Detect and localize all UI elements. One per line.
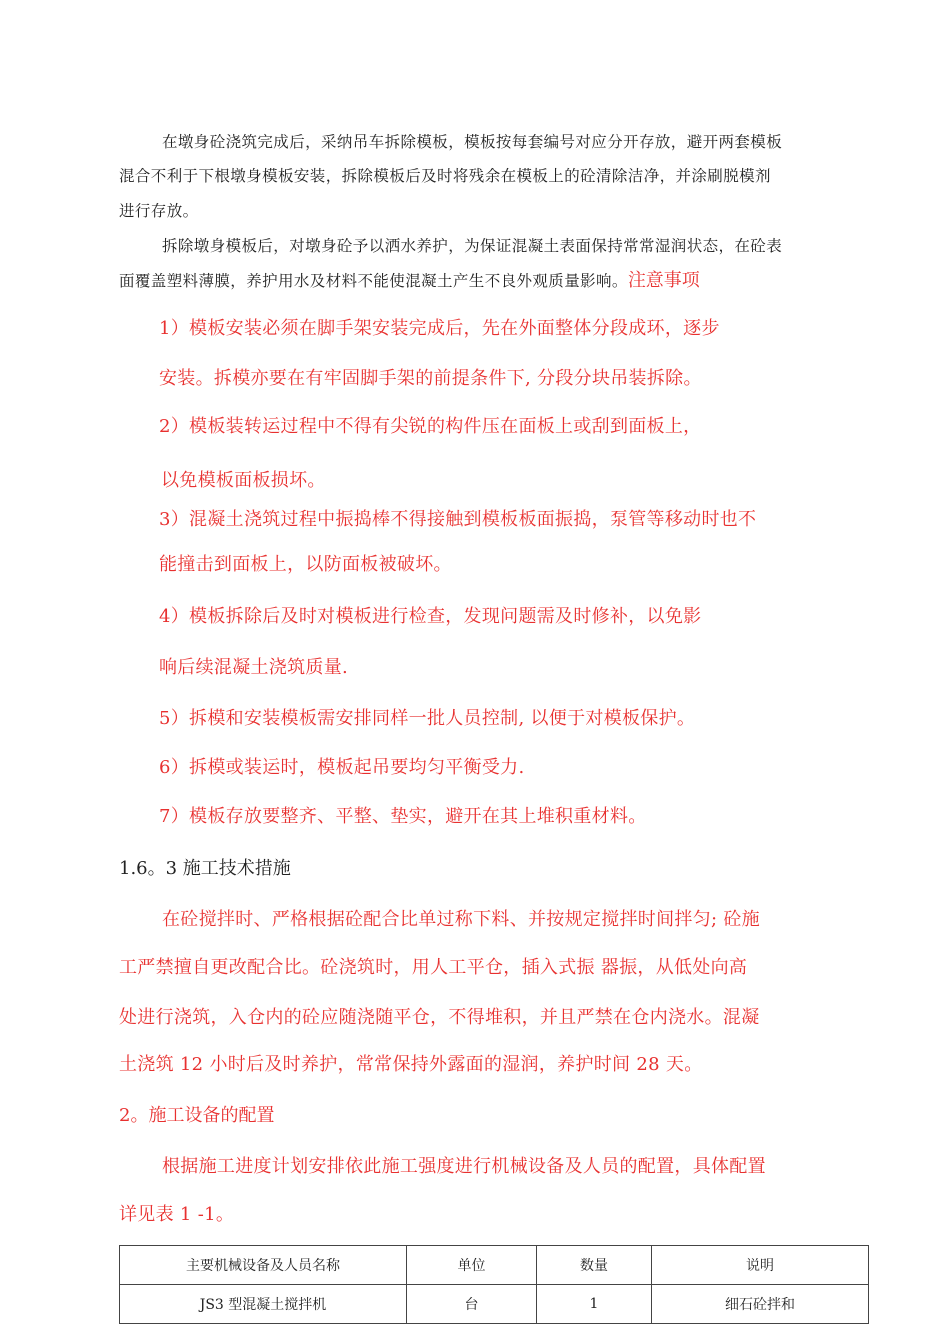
notes-heading: 注意事项: [627, 270, 700, 291]
note-3-line-2: 能撞击到面板上，以防面板被破坏。: [159, 554, 452, 575]
table-header-row: [120, 1246, 869, 1285]
section-163-title: 1.6。3 施工技术措施: [119, 858, 291, 879]
intro-p2-line-1: 拆除墩身模板后，对墩身砼予以洒水养护，为保证混凝土表面保持常常湿润状态，在砼表: [162, 237, 783, 255]
intro-p1-line-2: 混合不利于下根墩身模板安装，拆除模板后及时将残余在模板上的砼清除洁净，并涂刷脱模剂: [119, 167, 771, 185]
intro-p2-text: 面覆盖塑料薄膜，养护用水及材料不能使混凝土产生不良外观质量影响。: [119, 272, 628, 290]
note-2-line-2: 以免模板面板损坏。: [161, 470, 326, 491]
table-cell: JS3 型混凝土搅拌机: [120, 1285, 407, 1324]
note-4-line-1: 4）模板拆除后及时对模板进行检查，发现问题需及时修补，以免影: [159, 606, 702, 627]
table-header-cell: 单位: [407, 1246, 537, 1285]
table-header-cell: 主要机械设备及人员名称: [120, 1246, 407, 1285]
table-cell: 细石砼拌和: [652, 1285, 869, 1324]
note-2-line-1: 2）模板装转运过程中不得有尖锐的构件压在面板上或刮到面板上，: [159, 416, 702, 437]
table-cell: 台: [407, 1285, 537, 1324]
section-163-line-2: 工严禁擅自更改配合比。砼浇筑时，用人工平仓，插入式振 器振，从低处向高: [119, 957, 748, 978]
section-163-line-1: 在砼搅拌时、严格根据砼配合比单过称下料、并按规定搅拌时间拌匀; 砼施: [162, 909, 760, 930]
note-1-line-2: 安装。拆模亦要在有牢固脚手架的前提条件下, 分段分块吊装拆除。: [159, 368, 702, 389]
table-header-cell: 说明: [652, 1246, 869, 1285]
section-2-title: 2。施工设备的配置: [119, 1105, 275, 1126]
equipment-table: [119, 1245, 869, 1324]
section-2-line-2: 详见表 1 -1。: [119, 1204, 235, 1225]
intro-p1-line-3: 进行存放。: [119, 202, 199, 220]
section-163-line-4: 土浇筑 12 小时后及时养护，常常保持外露面的湿润，养护时间 28 天。: [119, 1054, 703, 1075]
note-6: 6）拆模或装运时，模板起吊要均匀平衡受力.: [159, 757, 525, 778]
table-cell: 1: [537, 1285, 652, 1324]
note-5: 5）拆模和安装模板需安排同样一批人员控制, 以便于对模板保护。: [159, 708, 696, 729]
note-4-line-2: 响后续混凝土浇筑质量.: [159, 657, 349, 678]
intro-p2-line-2: [119, 266, 700, 292]
note-1-line-1: 1）模板安装必须在脚手架安装完成后，先在外面整体分段成环，逐步: [159, 318, 720, 339]
section-163-line-3: 处进行浇筑，入仓内的砼应随浇随平仓，不得堆积，并且严禁在仓内浇水。混凝: [119, 1007, 760, 1028]
intro-p1-line-1: 在墩身砼浇筑完成后，采纳吊车拆除模板，模板按每套编号对应分开存放，避开两套模板: [162, 133, 783, 151]
section-2-line-1: 根据施工进度计划安排依此施工强度进行机械设备及人员的配置，具体配置: [162, 1156, 766, 1177]
table-row: [120, 1285, 869, 1324]
note-7: 7）模板存放要整齐、平整、垫实，避开在其上堆积重材料。: [159, 806, 647, 827]
table-header-cell: 数量: [537, 1246, 652, 1285]
note-3-line-1: 3）混凝土浇筑过程中振捣棒不得接触到模板板面振捣，泵管等移动时也不: [159, 509, 757, 530]
